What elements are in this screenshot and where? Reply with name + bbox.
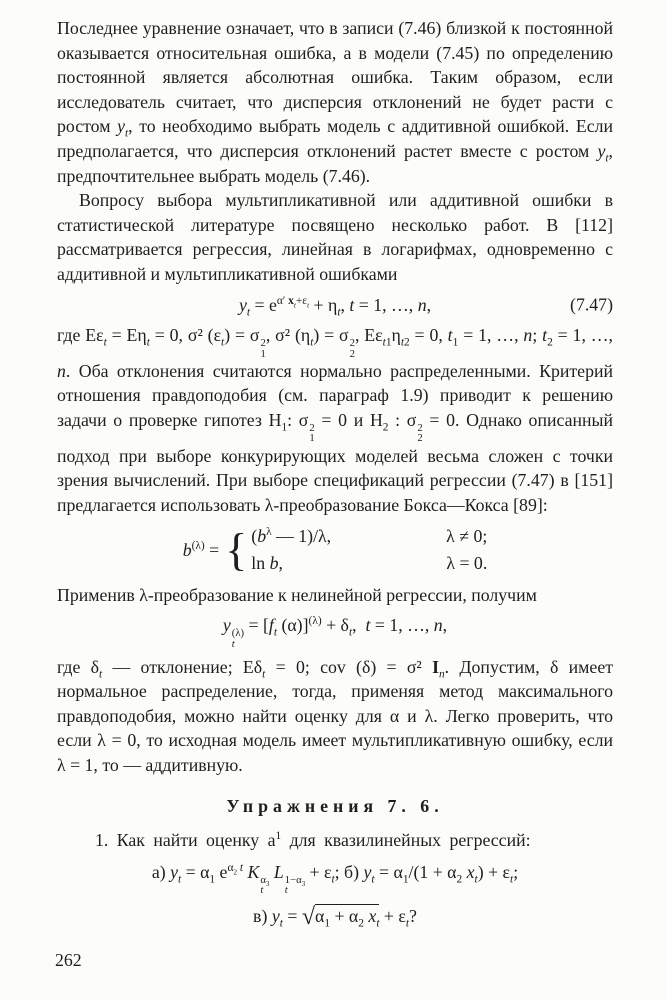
left-brace-glyph: { — [225, 524, 248, 576]
case-condition: λ ≠ 0; — [446, 526, 488, 547]
equation-7-47 — [57, 293, 613, 318]
case-row-zero — [251, 551, 487, 576]
equation-7-47-body: $y_t = e^{\alpha' x_t+\varepsilon_t} + \eta_t$, t = 1, …, n, — [238, 294, 432, 319]
paragraph-applying-lambda: Применив λ-преобразование к нелинейной регрессии, получим — [57, 584, 537, 605]
paragraph-last-equation: Последнее уравнение означает, что в записи (7.46) близкой к постоянной оказывается относительная ошибка, а в модели (7.45) по определению постоянной является абсолютная ошибка. Таким образом, если исследователь считает, что дисперсия отклонений не будет расти с ростом $y_t$, то необходимо выбрать модель с аддитивной ошибкой. Если предполагается, что дисперсия отклонений растет вместе с ростом $y_t$, предпочтительнее выбрать модель (7.46). — [57, 18, 614, 186]
equation-box-cox — [57, 524, 613, 575]
paragraph-error-choice: Вопросу выбора мультипликативной или аддитивной ошибки в статистической литературе посвящено несколько работ. В [112] рассматривается регрессия, линейная в логарифмах, одновременно с аддитивной и мультипликативной ошибками — [57, 190, 613, 284]
exercise-line-a-b: а) $y_t = \alpha_1$ $e^{\alpha_2 t}$ K $\alpha_3$ t L $1-\alpha_3$ t + $\varepsilon_t$; б) $y_t = \alpha_1/(1 + \alpha_2$ $x_t) + \varepsilon_t$; — [151, 861, 519, 897]
exercise-line-v: в) $y_t = √\alpha_1 + \alpha_2$ $x_t + \varepsilon_t$? — [253, 904, 417, 931]
equation-lambda-transform — [57, 613, 613, 649]
equation-box-cox-cases — [251, 524, 487, 575]
case-condition: λ = 0. — [446, 552, 488, 573]
paragraph-assumptions: где $E\varepsilon_t = E\eta_t = 0$, σ² $(\varepsilon_t) = \sigma$ 2 1 , σ² $(\eta_t) = \sigma$ 2 2 , $E\varepsilon_{t1}\eta_{t2} = 0$, $t_1 = 1$, …, n; $t_2 = 1$, …, n. Оба отклонения считаются нормально распределенными. Критерий отношения правдоподобия (см. параграф 1.9) приводит к решению задачи о проверке гипотез $H_1$: σ 2 1 = 0 и $H_2$ : σ 2 2 = 0. Однако описанный подход при выборе конкурирующих моделей весьма сложен с точки зрения вычислений. При выборе спецификаций регрессии (7.47) в [151] предлагается использовать λ-преобразование Бокса—Кокса [89]: — [57, 325, 614, 515]
case-expression: ($b^\lambda$ — 1)/λ, — [251, 526, 332, 547]
exercises-heading: Упражнения 7. 6. — [226, 795, 444, 816]
case-row-nonzero — [251, 524, 487, 549]
equation-box-cox-lhs: $b^{(\lambda)}$ = — [182, 539, 220, 560]
equation-number: (7.47) — [570, 294, 613, 315]
exercise-item-1: 1. Как найти оценку $a^1$ для квазилинейных регрессий: — [95, 830, 531, 851]
case-expression: ln b, — [251, 552, 283, 573]
equation-lambda-body: y (λ) t = [$f_t$ $(\alpha)]^{(\lambda)} + \delta_t$, t = 1, …, n, — [222, 615, 448, 650]
page-number: 262 — [55, 950, 82, 970]
paragraph-delta-deviation: где $\delta_t$ — отклонение; $E\delta_t = 0$; cov (δ) = σ² $I_n$. Допустим, δ имеет нормальное распределение, тогда, применяя метод максимального правдоподобия, можно найти оценку для α и λ. Легко проверить, что если λ = 0, то исходная модель имеет мультипликативную ошибку, если λ = 1, то — аддитивную. — [57, 656, 613, 776]
